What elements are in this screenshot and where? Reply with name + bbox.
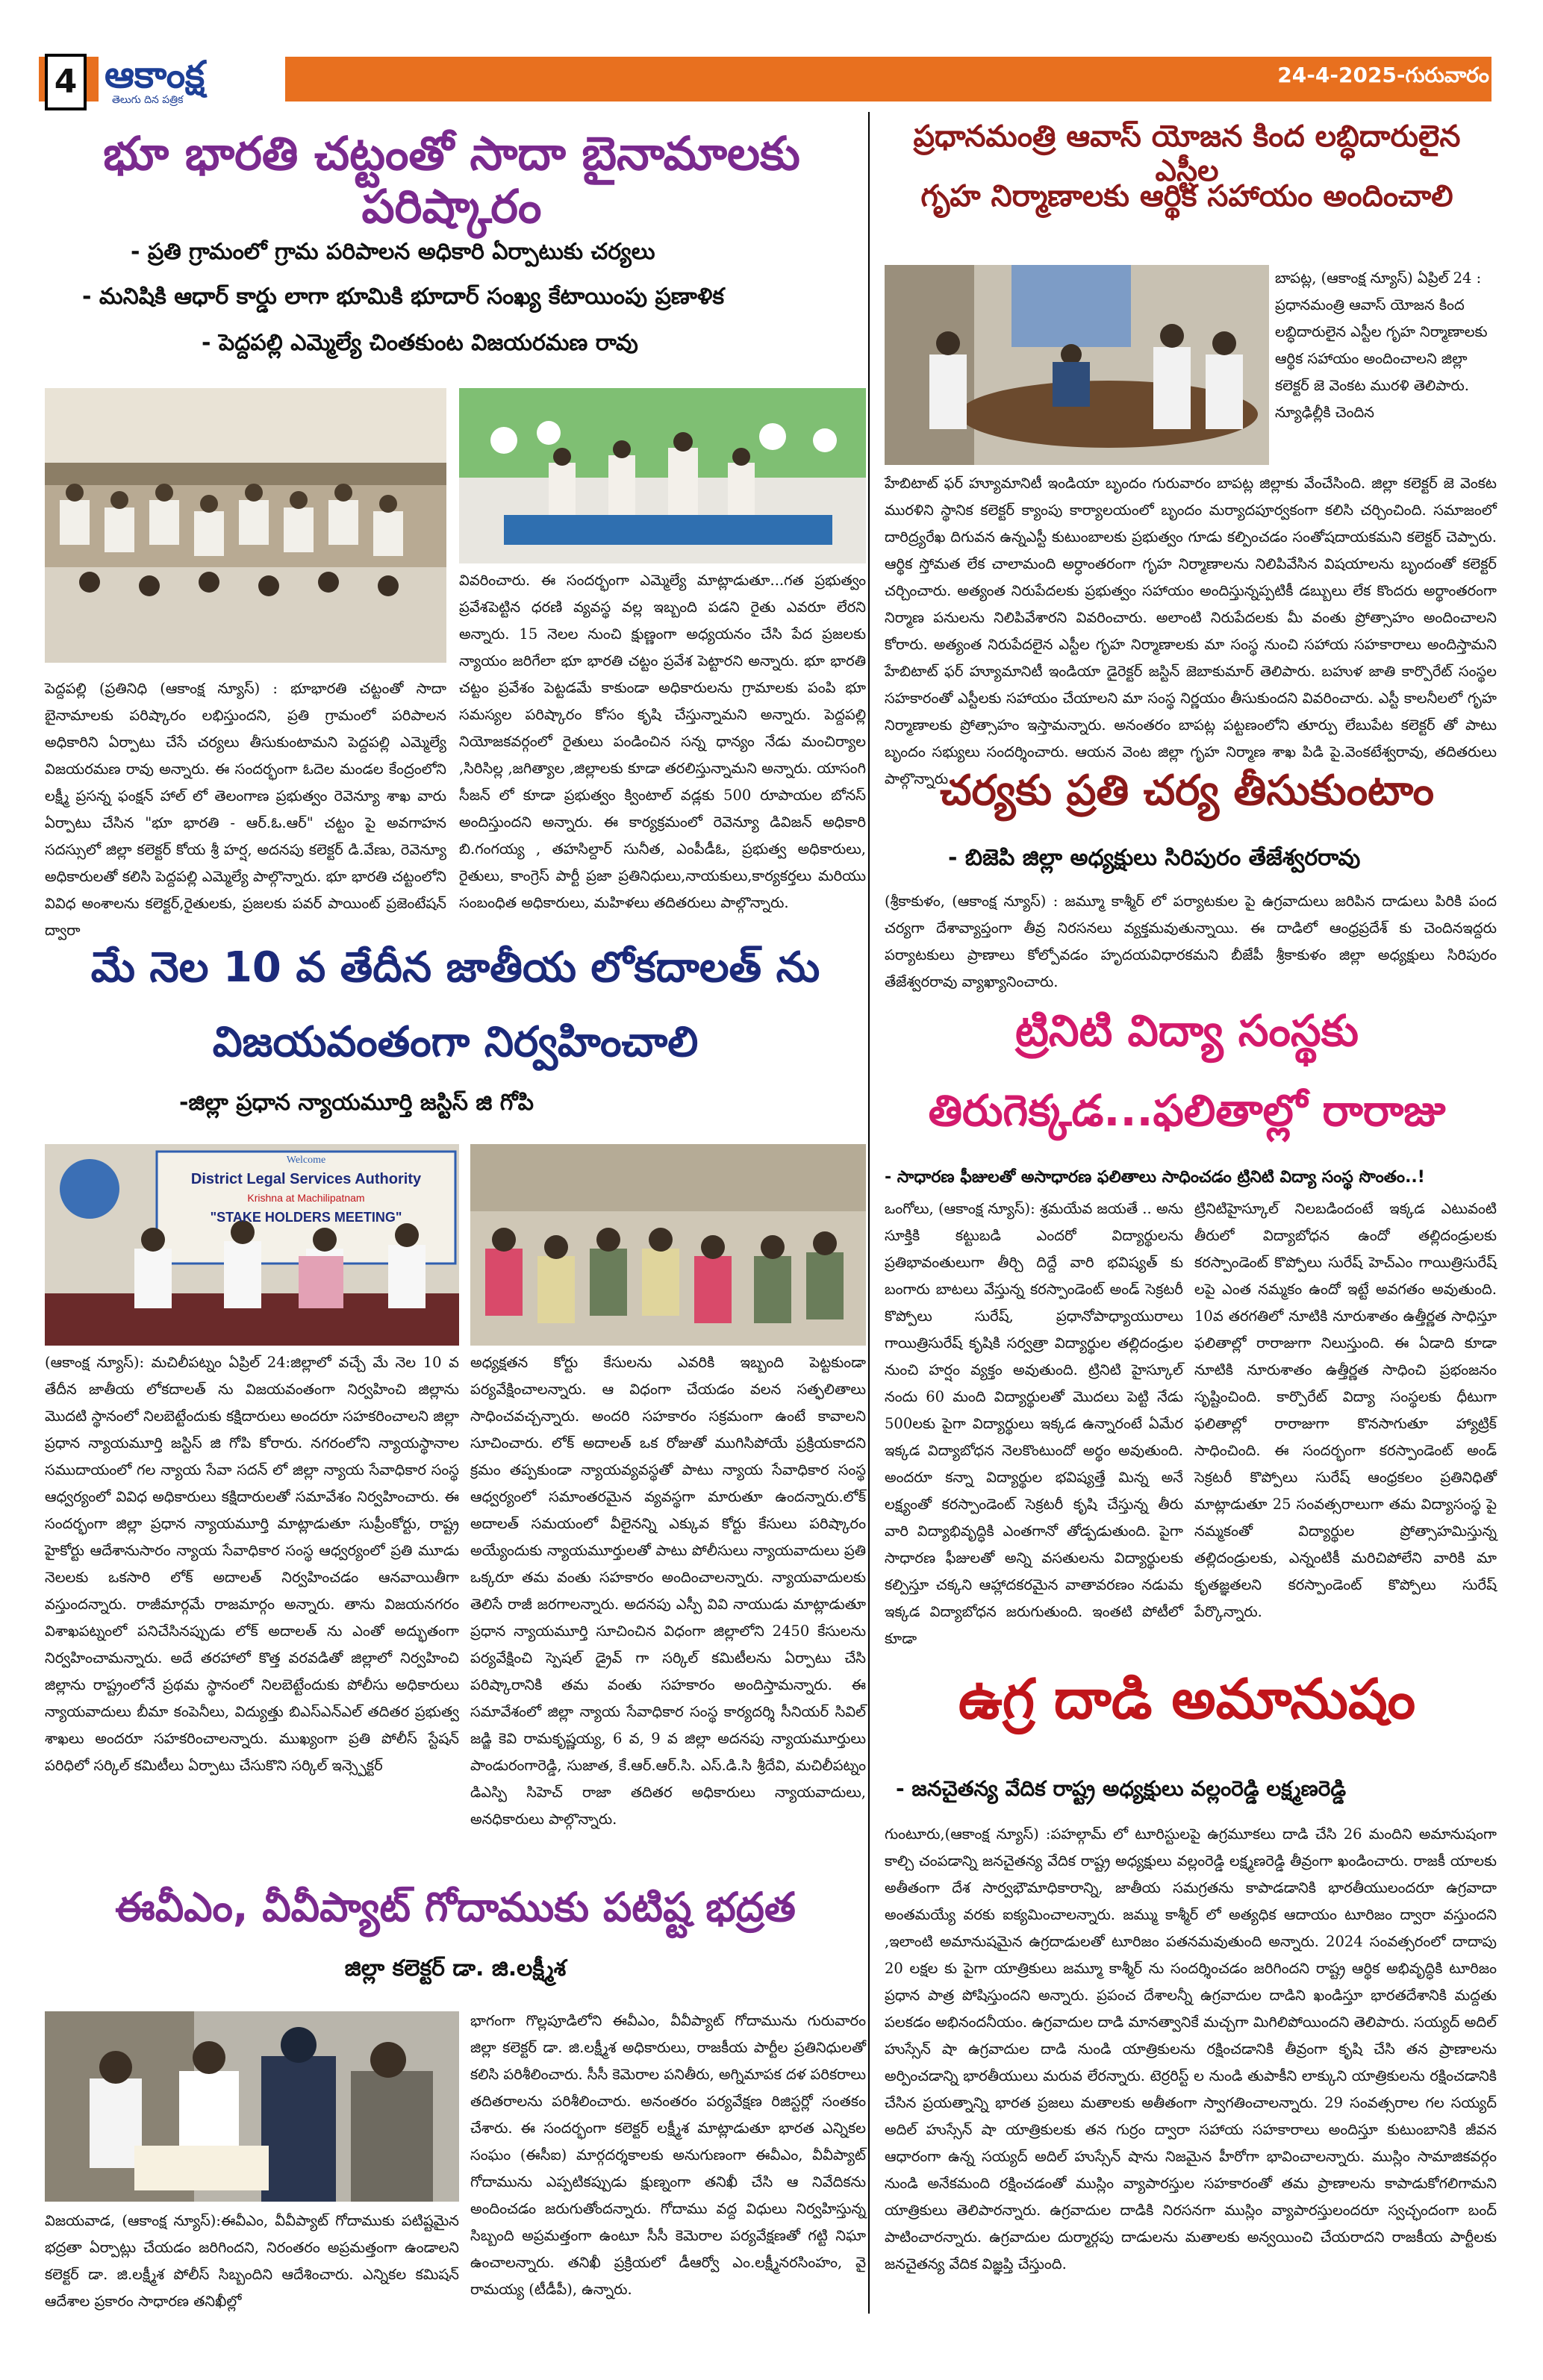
story6-body-col1: ఒంగోలు, (ఆకాంక్ష న్యూస్): శ్రమయేవ జయతే .. అను సూక్తికి కట్టుబడి ఎందరో విద్యార్థులను ప్రతిభావంతులుగా తీర్చి దిద్దే వారి భవిష్యత్ కు బంగారు బాటలు వేస్తున్న కరస్పాండెంట్ అండ్ సెక్రటరీ కొప్పోలు సురేష్, ప్రధానోపాధ్యాయురాలు గాయిత్రిసురేష్ కృషికి సర్వత్రా విద్యార్థుల తల్లిదండ్రుల నుంచి హర్షం వ్యక్తం అవుతుంది. ట్రినిటి హైస్కూల్ నందు 60 మంది విద్యార్థులతో మొదలు పెట్టి నేడు 500లకు పైగా విద్యార్థులు ఇక్కడ ఉన్నారంటే ఏమేర ఇక్కడ విద్యాబోధన నెలకొంటుందో అర్థం అవుతుంది. అందరూ కన్నా విద్యార్థుల భవిష్యత్తే మిన్న అనే లక్ష్యంతో కరస్పాండెంట్ సెక్రటరీ కృషి చేస్తున్న తీరు వారి విద్యాభివృద్ధికి ఎంతగానో తోడ్పడుతుంది. పైగా సాధారణ ఫీజులతో అన్ని వసతులను విద్యార్థులకు కల్పిస్తూ చక్కని ఆహ్లాదకరమైన వాతావరణం నడుమ ఇక్కడ విద్యాబోధన జరుగుతుంది. ఇంతటి పోటీలో కూడా — [885, 1200, 1183, 1647]
story7-byline: - జనచైతన్య వేదిక రాష్ట్ర అధ్యక్షులు వల్లంరెడ్డి లక్ష్మణరెడ్డి — [896, 1776, 1347, 1801]
page-number: 4 — [45, 54, 87, 110]
story4-body: హేబిటాట్ ఫర్ హ్యూమానిటీ ఇండియా బృందం గురువారం బాపట్ల జిల్లాకు వేంచేసింది. జిల్లా కలెక్టర్ జె వెంకట మురళిని స్థానిక కలెక్టర్ క్యాంపు కార్యాలయంలో బృందం మర్యాదపూర్వకంగా కలిసి చర్చించింది. సమాజంలో దారిద్ర్యరేఖ దిగువన ఉన్నఎస్టీ కుటుంబాలకు ప్రభుత్వం గూడు కల్పించడం సంతోషదాయకమని కలెక్టర్ చెప్పారు. ఆర్థిక స్తోమత లేక చాలామంది అర్ధాంతరంగా గృహ నిర్మాణాలను నిలిపివేసిన విషయాలను బృందంతో కలెక్టర్ చర్చించారు. అత్యంత నిరుపేదలకు ప్రభుత్వం సహాయం అందిస్తున్నప్పటికీ డబ్బులు లేక కొందరు అర్థాంతరంగా నిర్మాణ పనులను నిలిపివేశారని వివరించారు. అలాంటి నిరుపేదలకు మీ వంతు ప్రోత్సాహం అందించాలని కోరారు. అత్యంత నిరుపేదలైన ఎస్టీల గృహ నిర్మాణాలకు మా సంస్థ నుంచి సహాయ సహకారాలు అందిస్తామని హేబిటాట్ ఫర్ హ్యూమానిటీ ఇండియా డైరెక్టర్ జస్టిన్ జెబాకుమార్ తెలిపారు. బహుళ జాతి కార్పొరేట్ సంస్థల సహకారంతో ఎస్టీలకు సహాయం చేయాలని మా సంస్థ నిర్ణయం తీసుకుందని వివరించారు. ఎస్టీ కాలనీలలో గృహ నిర్మాణాలకు ప్రోత్సాహం ఇస్తామన్నారు. అనంతరం బాపట్ల పట్టణంలోని తూర్పు లేబుపేట కలెక్టర్ తో పాటు బృందం సభ్యులు సందర్శించారు. ఆయన వెంట జిల్లా గృహ నిర్మాణ శాఖ పిడి పై.వెంకటేశ్వరావు, తదితరులు పాల్గొన్నారు. — [885, 475, 1497, 787]
issue-date: 24-4-2025-గురువారం — [1277, 63, 1489, 87]
story3-headline: ఈవీఎం, వీవీప్యాట్ గోదాముకు పటిష్ట భద్రత — [115, 1884, 796, 1931]
story2-photo-dais — [45, 1144, 459, 1346]
story2-headline-1: మే నెల 10 వ తేదీన జాతీయ లోకదాలత్ ను — [90, 943, 820, 992]
masthead-tagline: తెలుగు దిన పత్రిక — [112, 94, 184, 106]
story4-photo-meeting — [885, 265, 1269, 465]
banner-title: District Legal Services Authority — [190, 1171, 422, 1187]
story3-byline: జిల్లా కలెక్టర్ డా. జి.లక్ష్మీశ — [344, 1955, 567, 1981]
story3-body-right: భాగంగా గొల్లపూడిలోని ఈవీఎం, వీవీప్యాట్ గోదామును గురువారం జిల్లా కలెక్టర్ డా. జి.లక్ష్మీశ అధికారులు, రాజకీయ పార్టీల ప్రతినిధులతో కలిసి పరిశీలించారు. సీసీ కెమెరాల పనితీరు, అగ్నిమాపక దళ పరికరాలు తదితరాలను పరిశీలించారు. అనంతరం పర్యవేక్షణ రిజిస్టర్లో సంతకం చేశారు. ఈ సందర్భంగా కలెక్టర్ లక్ష్మీశ మాట్లాడుతూ భారత ఎన్నికల సంఘం (ఈసీఐ) మార్గదర్శకాలకు అనుగుణంగా ఈవీఎం, వీవీప్యాట్ గోదామును ఎప్పటికప్పుడు క్షుణ్నంగా తనిఖీ చేసి ఆ నివేదికను అందించడం జరుగుతోందన్నారు. గోదాము వద్ద విధులు నిర్వహిస్తున్న సిబ్బంది అప్రమత్తంగా ఉంటూ సీసీ కెమెరాల పర్యవేక్షణతో గట్టి నిఘా ఉంచాలన్నారు. తనిఖీ ప్రక్రియలో డీఆర్వో ఎం.లక్ష్మీనరసింహం, వై రామయ్య (టీడీపీ), ఉన్నారు. — [470, 2012, 866, 2298]
masthead-logo: ఆకాంక్ష — [105, 52, 205, 96]
story1-photo-audience — [45, 388, 446, 663]
story2-photo-audience — [470, 1144, 866, 1346]
story7-headline: ఉగ్ర దాడి అమానుషం — [958, 1667, 1416, 1731]
story4-headline-1: ప్రధానమంత్రి ఆవాస్ యోజన కింద లబ్ధిదారులైన ఎస్టీల — [913, 119, 1461, 188]
banner-location: Krishna at Machilipatnam — [247, 1192, 365, 1204]
story4-headline-2: గృహ నిర్మాణాలకు ఆర్థిక సహాయం అందించాలి — [920, 179, 1453, 213]
banner-meeting: "STAKE HOLDERS MEETING" — [210, 1210, 402, 1225]
story2-body-col1: (ఆకాంక్ష న్యూస్): మచిలీపట్నం ఏప్రిల్ 24:జిల్లాలో వచ్చే మే నెల 10 వ తేదీన జాతీయ లోకదాలత్ ను విజయవంతంగా నిర్వహించి జిల్లాను మొదటి స్థానంలో నిలబెట్టేందుకు కక్షిదారులు అందరూ సహకరించాలని జిల్లా ప్రధాన న్యాయమూర్తి జస్టిస్ జి గోపి కోరారు. నగరంలోని న్యాయస్థానాల సముదాయంలో గల న్యాయ సేవా సదన్ లో జిల్లా న్యాయ సేవాధికార సంస్థ ఆధ్వర్యంలో వివిధ అధికారులు కక్షిదారులతో సమావేశం నిర్వహించారు. ఈ సందర్భంగా జిల్లా ప్రధాన న్యాయమూర్తి మాట్లాడుతూ సుప్రీంకోర్టు, రాష్ట్ర హైకోర్టు ఆదేశానుసారం న్యాయ సేవాధికార సంస్థ ఆధ్వర్యంలో ప్రతి మూడు నెలలకు ఒకసారి లోక్ అదాలత్ నిర్వహించడం ఆనవాయితీగా వస్తుందన్నారు. రాజీమార్గమే రాజమార్గం అన్నారు. తాను విజయనగరం విశాఖపట్నంలో పనిచేసినప్పుడు లోక్ అదాలత్ ను ఎంతో అద్భుతంగా నిర్వహించామన్నారు. అదే తరహాలో కొత్త వరవడితో జిల్లాలో నిర్వహించి జిల్లాను రాష్ట్రంలోనే ప్రథమ స్థానంలో నిలబెట్టేందుకు పోలీసు అధికారులు న్యాయవాదులు బీమా కంపెనీలు, విద్యుత్తు బిఎస్ఎన్ఎల్ తదితర ప్రభుత్వ శాఖలు అందరూ సహకరించాలన్నారు. ముఖ్యంగా ప్రతి పోలీస్ స్టేషన్ పరిధిలో సర్కిల్ కమిటీలు ఏర్పాటు చేసుకొని సర్కిల్ ఇన్స్పెక్టర్ — [45, 1354, 459, 1774]
story1-bullet-3: - పెద్దపల్లి ఎమ్మెల్యే చింతకుంట విజయరమణ రావు — [202, 330, 638, 356]
story5-headline: చర్యకు ప్రతి చర్య తీసుకుంటాం — [939, 766, 1434, 815]
story5-byline: - బిజెపి జిల్లా అధ్యక్షులు సిరిపురం తేజేశ్వరరావు — [948, 845, 1361, 871]
story1-body-col2: వివరించారు. ఈ సందర్భంగా ఎమ్మెల్యే మాట్లాడుతూ...గత ప్రభుత్వం ప్రవేశపెట్టిన ధరణి వ్యవస్థ వల్ల ఇబ్బంది పడని రైతు ఎవరూ లేరని అన్నారు. 15 నెలల నుంచి క్షుణ్ణంగా అధ్యయనం చేసి పేద ప్రజలకు న్యాయం జరిగేలా భూ భారతి చట్టం ప్రవేశ పెట్టారని అన్నారు. భూ భారతి చట్టం ప్రవేశం పెట్టడమే కాకుండా అధికారులను గ్రామాలకు పంపి భూ సమస్యల పరిష్కారం కోసం కృషి చేస్తున్నామని అన్నారు. పెద్దపల్లి నియోజకవర్గంలో రైతులు పండించిన సన్న ధాన్యం నేడు మంచిర్యాల ,సిరిసిల్ల ,జగిత్యాల ,జిల్లాలకు కూడా తరలిస్తున్నామని అన్నారు. యాసంగి సీజన్ లో కూడా ప్రభుత్వం క్వింటాల్ వడ్లకు 500 రూపాయల బోనస్ అందిస్తుందని అన్నారు. ఈ కార్యక్రమంలో రెవెన్యూ డివిజన్ అధికారి బి.గంగయ్య , తహసిల్దార్ సునీత, ఎంపీడీఓ, ప్రభుత్వ అధికారులు, రైతులు, కాంగ్రెస్ పార్టీ ప్రజా ప్రతినిధులు,నాయకులు,కార్యకర్తలు మరియు సంబంధిత అధికారులు, మహిళలు తదితరులు పాల్గొన్నారు. — [459, 572, 866, 911]
story6-subhead: - సాధారణ ఫీజులతో అసాధారణ ఫలితాలు సాధించడం ట్రినిటి విద్యా సంస్థ సొంతం..! — [885, 1168, 1425, 1187]
story2-body-col2: అధ్యక్షతన కోర్టు కేసులను ఎవరికి ఇబ్బంది పెట్టకుండా పర్యవేక్షించాలన్నారు. ఆ విధంగా చేయడం వలన సత్ఫలితాలు సాధించవచ్చన్నారు. అందరి సహకారం సక్రమంగా ఉంటే కావాలని సూచించారు. లోక్ అదాలత్ ఒక రోజుతో ముగిసిపోయే ప్రక్రియకాదని క్రమం తప్పకుండా న్యాయవ్యవస్థతో పాటు న్యాయ సేవాధికార సంస్థ ఆధ్వర్యంలో సమాంతరమైన వ్యవస్థగా మారుతూ ఉందన్నారు.లోక్ అదాలత్ సమయంలో వీలైనన్ని ఎక్కువ కోర్టు కేసులు పరిష్కారం అయ్యేందుకు న్యాయమూర్తులతో పాటు పోలీసులు న్యాయవాదులు ప్రతి ఒక్కరూ తమ వంతు సహకారం అందించాలన్నారు. న్యాయవాదులకు తెలిసే రాజీ జరగాలన్నారు. అదనపు ఎస్పీ వివి నాయుడు మాట్లాడుతూ ప్రధాన న్యాయమూర్తి సూచించిన విధంగా జిల్లాలోని 2450 కేసులను పర్యవేక్షించి స్పెషల్ డ్రైవ్ గా సర్కిల్ కమిటీలను ఏర్పాటు చేసి పరిష్కారానికి తమ వంతు సహకారం అందిస్తామన్నారు. ఈ సమావేశంలో జిల్లా న్యాయ సేవాధికార సంస్థ కార్యదర్శి సీనియర్ సివిల్ జడ్జి కెవి రామకృష్ణయ్య, 6 వ, 9 వ జిల్లా అదనపు న్యాయమూర్తులు పాండురంగారెడ్డి, సుజాత, కే.ఆర్.ఆర్.సి. ఎస్.డి.సి శ్రీదేవి, మచిలీపట్నం డిఎస్పి సిహెచ్ రాజా తదితర అధికారులు న్యాయవాదులు, అనధికారులు పాల్గొన్నారు. — [470, 1354, 866, 1828]
story1-bullet-2: - మనిషికి ఆధార్ కార్డు లాగా భూమికి భూదార్ సంఖ్య కేటాయింపు ప్రణాళిక — [82, 284, 725, 310]
story5-body: (శ్రీకాకుళం, (ఆకాంక్ష న్యూస్) : జమ్మూ కాశ్మీర్ లో పర్యాటకుల పై ఉగ్రవాదులు జరిపిన దాడులు పిరికి పంద చర్యగా దేశావ్యాప్తంగా తీవ్ర నిరసనలు వ్యక్తమవుతున్నాయి. ఈ దాడిలో ఆంధ్రప్రదేశ్ కు చెందినఇద్దరు పర్యాటకులు ప్రాణాలు కోల్పోవడం హృదయవిధారకమని బీజేపీ శ్రీకాకుళం జిల్లా అధ్యక్షులు సిరిపురం తేజేశ్వరరావు వ్యాఖ్యానించారు. — [885, 893, 1497, 990]
banner-welcome: Welcome — [286, 1155, 326, 1166]
story4-intro: బాపట్ల, (ఆకాంక్ష న్యూస్) ఏప్రిల్ 24 : ప్రధానమంత్రి ఆవాస్ యోజన కింద లబ్ధిదారులైన ఎస్టీల గృహ నిర్మాణాలకు ఆర్థిక సహాయం అందించాలని జిల్లా కలెక్టర్ జె వెంకట మురళి తెలిపారు. న్యూఢిల్లీకి చెందిన — [1275, 269, 1488, 421]
column-divider — [868, 112, 870, 2314]
story1-bullet-1: - ప్రతి గ్రామంలో గ్రామ పరిపాలన అధికారి ఏర్పాటుకు చర్యలు — [131, 239, 655, 265]
story6-headline-2: తిరుగెక్కడ...ఫలితాల్లో రారాజు — [928, 1085, 1446, 1136]
story3-body-bottom: విజయవాడ, (ఆకాంక్ష న్యూస్):ఈవీఎం, వీవీప్యాట్ గోదాముకు పటిష్టమైన భద్రతా ఏర్పాట్లు చేయడం జరిగిందని, నిరంతరం అప్రమత్తంగా ఉండాలని కలెక్టర్ డా. జి.లక్ష్మీశ పోలీస్ సిబ్బందిని ఆదేశించారు. ఎన్నికల కమిషన్ ఆదేశాల ప్రకారం సాధారణ తనిఖీల్లో — [45, 2212, 459, 2310]
story6-body-col2: ట్రినిటిహైస్కూల్ నిలబడిందంటే ఇక్కడ ఎటువంటి తీరులో విద్యాబోధన ఉందో తల్లిదండ్రులకు కరస్పాండెంట్ కొప్పోలు సురేష్ హెచ్ఎం గాయిత్రిసురేష్ లపై ఎంత నమ్మకం ఉందో ఇట్టే అవగతం అవుతుంది. 10వ తరగతిలో నూటికి నూరుశాతం ఉత్తీర్ణత సాధిస్తూ ఫలితాల్లో రారాజుగా నిలుస్తుంది. ఈ ఏడాది కూడా నూటికి నూరుశాతం ఉత్తీర్ణత సాధించి ప్రభంజనం సృష్టించింది. కార్పొరేట్ విద్యా సంస్థలకు ధీటుగా ఫలితాల్లో రారాజుగా కొనసాగుతూ హ్యాట్రిక్ సాధించింది. ఈ సందర్భంగా కరస్పాండెంట్ అండ్ సెక్రటరీ కొప్పోలు సురేష్ ఆంధ్రకలం ప్రతినిధితో మాట్లాడుతూ 25 సంవత్సరాలుగా తమ విద్యాసంస్థ పై నమ్మకంతో విద్యార్థుల ప్రోత్సాహమిస్తున్న తల్లిదండ్రులకు, ఎన్నంటికీ మరిచిపోలేని వారికి మా కృతజ్ఞతలని కరస్పాండెంట్ కొప్పోలు సురేష్ పేర్కొన్నారు. — [1194, 1200, 1497, 1620]
story1-headline: భూ భారతి చట్టంతో సాదా బైనామాలకు పరిష్కారం — [103, 126, 800, 234]
story2-byline: -జిల్లా ప్రధాన న్యాయమూర్తి జస్టిస్ జి గోపి — [179, 1090, 534, 1116]
story3-photo-inspection — [45, 2011, 459, 2202]
story1-body-col1: పెద్దపల్లి (ప్రతినిధి (ఆకాంక్ష న్యూస్) : భూభారతి చట్టంతో సాదా బైనామాలకు పరిష్కారం లభిస్తుందని, ప్రతి గ్రామంలో పరిపాలన అధికారిని ఏర్పాటు చేసే చర్యలు తీసుకుంటామని పెద్దపల్లి ఎమ్మెల్యే విజయరమణ రావు అన్నారు. ఈ సందర్భంగా ఓదెల మండల కేంద్రంలోని లక్ష్మీ ప్రసన్న ఫంక్షన్ హాల్ లో తెలంగాణ ప్రభుత్వం రెవెన్యూ శాఖ వారు ఏర్పాటు చేసిన "భూ భారతి - ఆర్.ఓ.ఆర్" చట్టం పై అవగాహన సదస్సులో జిల్లా కలెక్టర్ కోయ శ్రీ హర్ష, అదనపు కలెక్టర్ డి.వేణు, రెవెన్యూ అధికారులతో కలిసి పెద్దపల్లి ఎమ్మెల్యే పాల్గొన్నారు. భూ భారతి చట్టంలోని వివిధ అంశాలను కలెక్టర్,రైతులకు, ప్రజలకు పవర్ పాయింట్ ప్రజెంటేషన్ ద్వారా — [45, 680, 446, 939]
story7-body: గుంటూరు,(ఆకాంక్ష న్యూస్) :పహల్గామ్ లో టూరిస్టులపై ఉగ్రమూకలు దాడి చేసి 26 మందిని అమానుషంగా కాల్చి చంపడాన్ని జనచైతన్య వేదిక రాష్ట్ర అధ్యక్షులు వల్లంరెడ్డి లక్ష్మణరెడ్డి తీవ్రంగా ఖండించారు. రాజకీ యాలకు అతీతంగా దేశ సార్వభౌమాధికారాన్ని, జాతీయ సమగ్రతను కాపాడడానికి భారతీయులందరూ ఉగ్రవాదా అంతమయ్యే వరకు ఐక్యమించాలన్నారు. జమ్ము కాశ్మీర్ లో అత్యధిక ఆదాయం టూరిజం ద్వారా వస్తుందని ,ఇలాంటి అమానుషమైన ఉగ్రదాడులతో టూరిజం పతనమవుతుంది అన్నారు. 2024 సంవత్సరంలో దాదాపు 20 లక్షల కు పైగా యాత్రికులు జమ్మూ కాశ్మీర్ ను సందర్శించడం జరిగిందని రాష్ట్ర ఆర్థిక అభివృద్ధికి టూరిజం ప్రధాన పాత్ర పోషిస్తుందని అన్నారు. ప్రపంచ దేశాలన్నీ ఉగ్రవాదుల దాడిని ఖండిస్తూ భారతదేశానికి మద్దతు పలకడం అభినందనీయం. ఉగ్రవాదుల దాడి మానత్వానికే మచ్చగా మిగిలిపోయిందని తెలిపారు. సయ్యద్ అదిల్ హుస్సేన్ షా ఉగ్రవాదుల దాడి నుండి యాత్రికులను రక్షించడానికి తీవ్రంగా కృషి చేసి తన ప్రాణాలను అర్పించడాన్ని భారతీయులు మరువ లేరన్నారు. టెర్రరిస్ట్ ల నుండి తుపాకీని లాక్కుని యాత్రికులను రక్షించడానికి చేసిన ప్రయత్నాన్ని భారత ప్రజలు మతాలకు అతీతంగా స్వాగతించాలన్నారు. 29 సంవత్సరాల గల సయ్యద్ అదిల్ హుస్సేన్ షా యాత్రికులకు తన గుర్రం ద్వారా సహాయ సహకారాలు అందిస్తూ కుటుంబానికి జీవన ఆధారంగా ఉన్న సయ్యద్ అదిల్ హుస్సేన్ షాను నిజమైన హీరోగా భావించాలన్నారు. ముస్లిం సామాజికవర్గం నుండి అనేకమంది రక్షించడంతో ముస్లిం వ్యాపారస్తుల సహకారంతో తమ ప్రాణాలను కాపాడుకోగలిగామని యాత్రికులు తెలిపారన్నారు. ఉగ్రవాదుల దాడికి నిరసనగా ముస్లిం వ్యాపారస్తులందరూ స్వచ్ఛందంగా బంద్ పాటించారన్నారు. ఉగ్రవాదుల దుర్మార్గపు దాడులను మతాలకు అన్వయించి చేయరాదని రాజకీయ పార్టీలకు జనచైతన్య వేదిక విజ్ఞప్తి చేస్తుంది. — [885, 1825, 1497, 2273]
story2-headline-2: విజయవంతంగా నిర్వహించాలి — [212, 1018, 699, 1066]
story1-photo-stage — [459, 388, 866, 563]
story6-headline-1: ట్రినిటి విద్యా సంస్థకు — [1015, 1005, 1359, 1056]
